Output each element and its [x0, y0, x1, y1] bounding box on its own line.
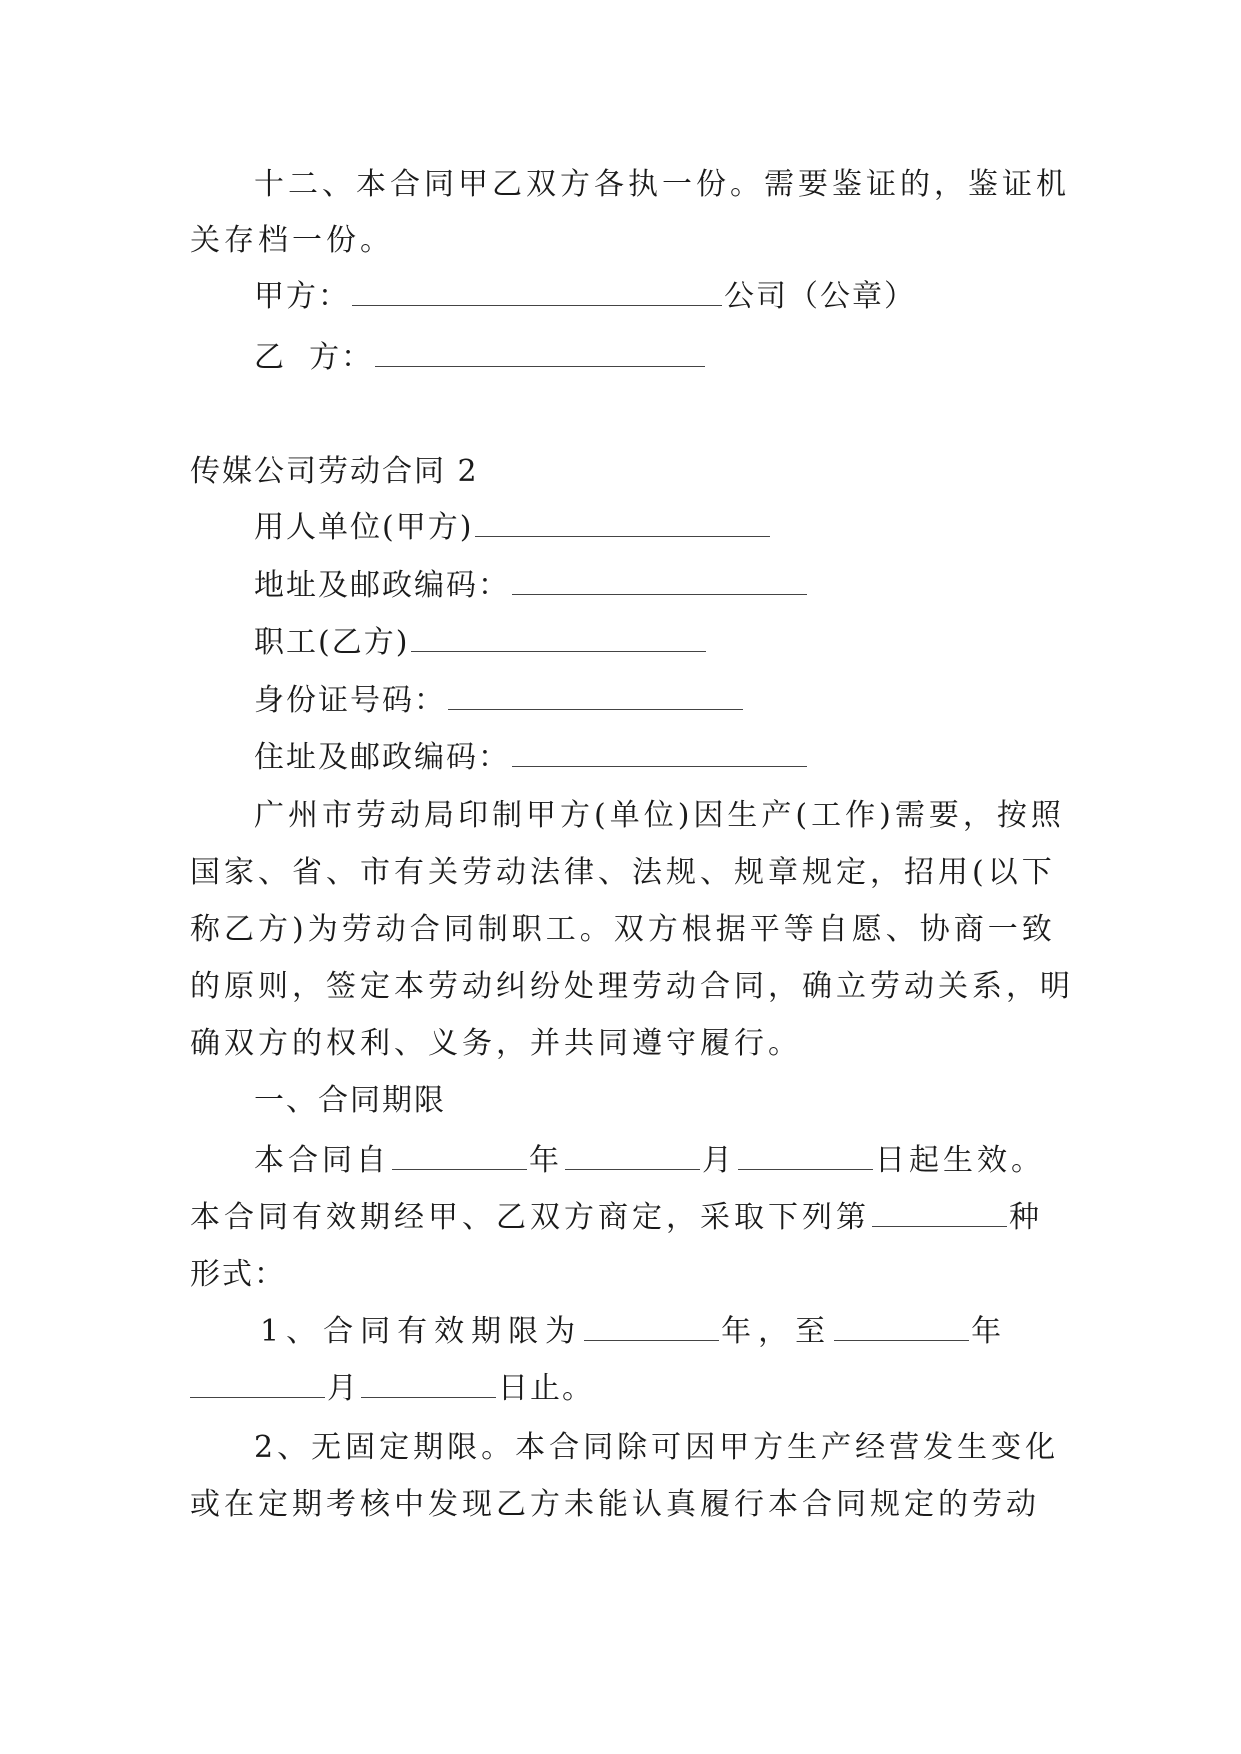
item-1-suffix: 日止。: [498, 1371, 594, 1406]
party-a-line: [254, 275, 1060, 319]
heading-contract-term: 一、合同期限: [254, 1083, 446, 1118]
item-1-line-1: [260, 1310, 1066, 1354]
employer-label: 用人单位(甲方): [254, 510, 474, 545]
effective-suffix: 日起生效。: [875, 1143, 1045, 1178]
preamble-line-4: 的原则，签定本劳动纠纷处理劳动合同，确立劳动关系，明: [190, 969, 1074, 1004]
form-suffix: 种: [1009, 1200, 1043, 1235]
effective-prefix: 本合同自: [254, 1143, 390, 1178]
employee-address-line: [254, 736, 1060, 780]
item-2-line-1: 2、无固定期限。本合同除可因甲方生产经营发生变化: [254, 1430, 1060, 1465]
party-a-blank[interactable]: [352, 275, 722, 306]
party-b-label: 乙 方：: [254, 340, 374, 375]
id-number-blank[interactable]: [448, 679, 743, 710]
employee-address-blank[interactable]: [512, 736, 807, 767]
preamble-line-2: 国家、省、市有关劳动法律、法规、规章规定，招用(以下: [190, 855, 1056, 890]
party-b-line: [254, 336, 1060, 380]
effective-month-label: 月: [702, 1143, 736, 1178]
effective-day-blank[interactable]: [738, 1139, 873, 1170]
party-a-suffix: 公司（公章）: [724, 279, 916, 314]
employee-label: 职工(乙方): [254, 625, 410, 660]
preamble-line-5: 确双方的权利、义务，并共同遵守履行。: [190, 1026, 802, 1061]
item-2-line-2: 或在定期考核中发现乙方未能认真履行本合同规定的劳动: [190, 1487, 1040, 1522]
effective-year-label: 年: [529, 1143, 563, 1178]
employer-address-line: [254, 564, 1060, 608]
item-1-year-blank[interactable]: [584, 1310, 719, 1341]
party-b-blank[interactable]: [375, 336, 705, 367]
employee-line: [254, 621, 1060, 665]
employer-line: [254, 506, 1060, 550]
document-title: 传媒公司劳动合同 2: [190, 454, 479, 489]
id-number-line: [254, 679, 1060, 723]
item-1-year-label: 年，至: [721, 1314, 833, 1349]
item-1-day-blank[interactable]: [361, 1367, 496, 1398]
id-number-label: 身份证号码：: [254, 683, 446, 718]
employer-address-blank[interactable]: [512, 564, 807, 595]
employee-address-label: 住址及邮政编码：: [254, 740, 510, 775]
preamble-line-3: 称乙方)为劳动合同制职工。双方根据平等自愿、协商一致: [190, 912, 1056, 947]
item-1-month-label: 月: [327, 1371, 359, 1406]
item-1-end-year-label: 年: [971, 1314, 1009, 1349]
effective-month-blank[interactable]: [565, 1139, 700, 1170]
item-1-end-year-blank[interactable]: [834, 1310, 969, 1341]
preamble-line-1: 广州市劳动局印制甲方(单位)因生产(工作)需要，按照: [254, 798, 1065, 833]
employee-blank[interactable]: [411, 621, 706, 652]
employer-address-label: 地址及邮政编码：: [254, 568, 510, 603]
item-1-month-blank[interactable]: [190, 1367, 325, 1398]
effective-date-line: [254, 1139, 1060, 1183]
party-a-label: 甲方：: [254, 279, 350, 314]
form-choice-blank[interactable]: [872, 1196, 1007, 1227]
form-tail: 形式：: [190, 1257, 286, 1292]
item-1-line-2: [190, 1367, 1060, 1411]
effective-year-blank[interactable]: [392, 1139, 527, 1170]
clause-12-line-1: 十二、本合同甲乙双方各执一份。需要鉴证的，鉴证机: [254, 167, 1070, 202]
item-1-prefix: 1、合同有效期限为: [260, 1314, 583, 1349]
form-prefix: 本合同有效期经甲、乙双方商定，采取下列第: [190, 1200, 870, 1235]
clause-12-line-2: 关存档一份。: [190, 223, 394, 258]
form-choice-line: [190, 1196, 1060, 1240]
employer-blank[interactable]: [475, 506, 770, 537]
